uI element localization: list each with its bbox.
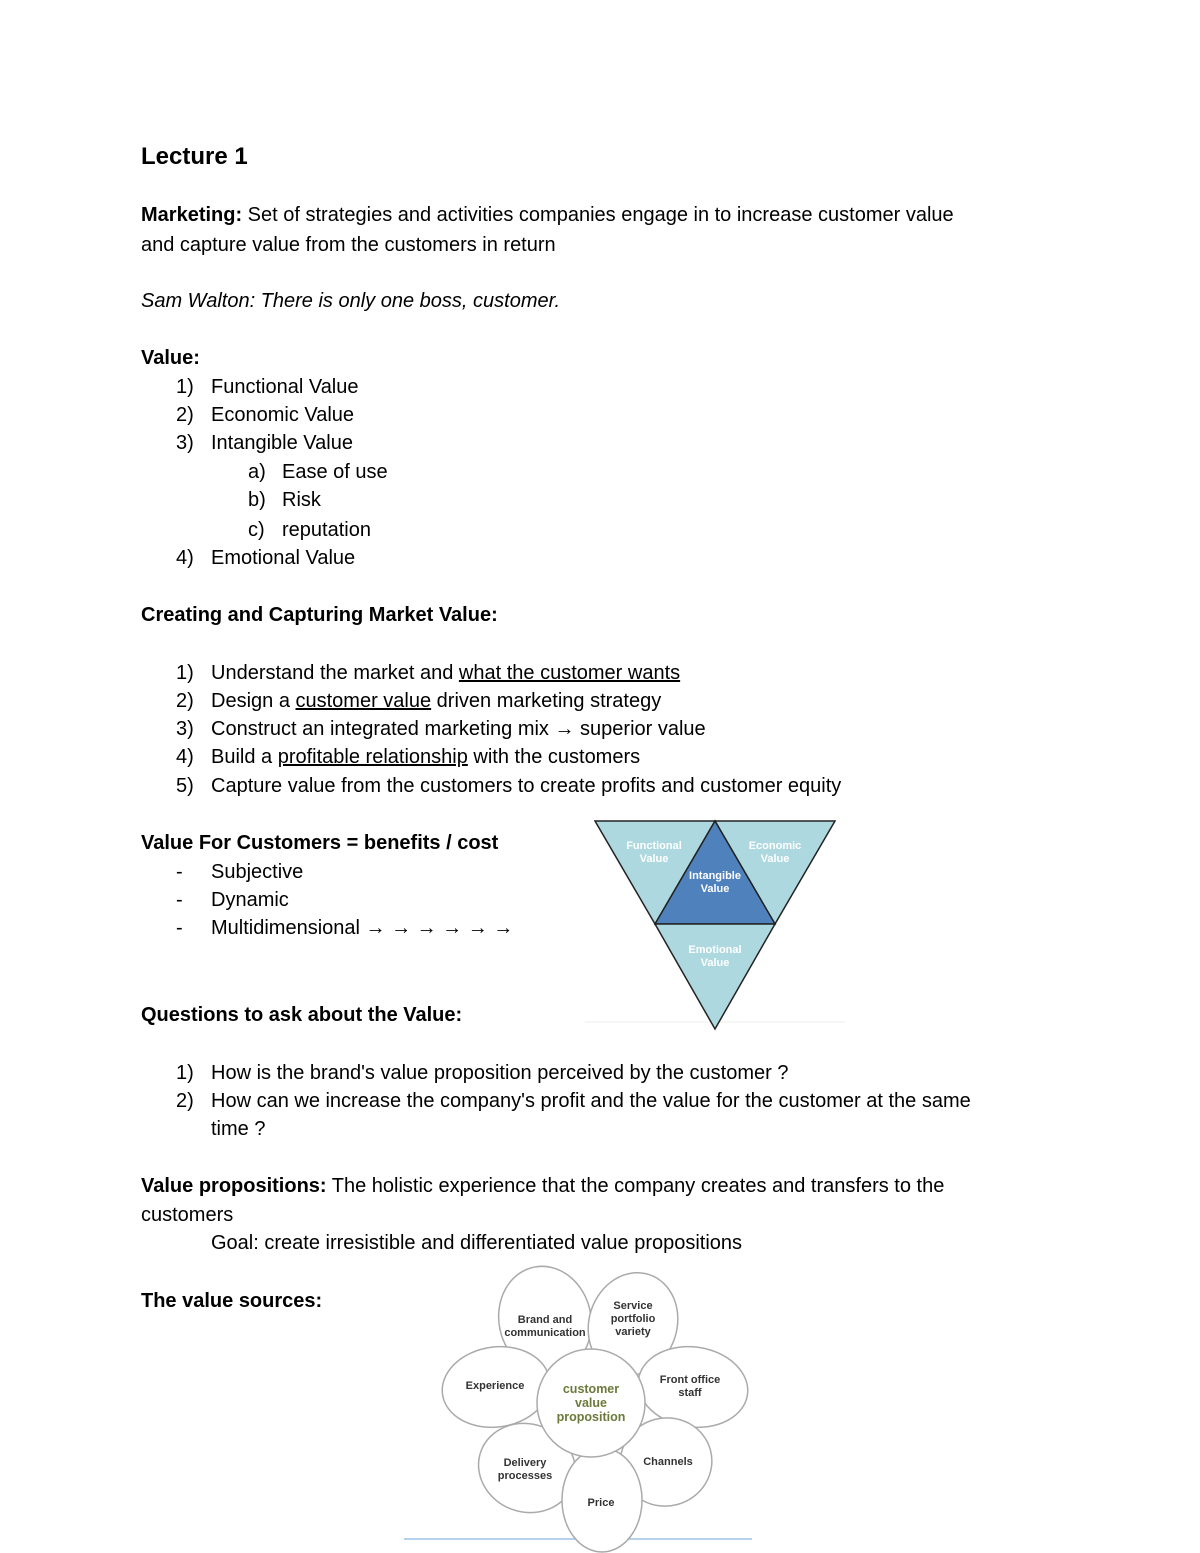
list-number: 1) (176, 662, 194, 684)
value-triangle-diagram (585, 812, 850, 1034)
list-item: Construct an integrated marketing mix → superior value (211, 718, 706, 740)
list-number: 4) (176, 746, 194, 768)
channels-label: Channels (643, 1456, 693, 1468)
list-item: Economic Value (211, 404, 355, 426)
goal-text: Goal: create irresistible and differentiated value propositions (211, 1232, 743, 1254)
value-propositions-line-2: customers (141, 1204, 234, 1226)
front-office-label: Front office (659, 1374, 721, 1386)
list-item-continuation: time ? (211, 1118, 266, 1140)
bullet: - (176, 917, 183, 939)
creating-heading: Creating and Capturing Market Value: (141, 604, 498, 626)
value-for-customers-heading: Value For Customers = benefits / cost (141, 832, 499, 854)
marketing-definition-line-1 (141, 204, 954, 227)
intangible-label: Value (700, 883, 730, 895)
price-label: Price (587, 1497, 615, 1509)
sub-list-item: Risk (282, 489, 321, 511)
marketing-definition-line-2: and capture value from the customers in return (141, 234, 556, 256)
front-office-label: staff (678, 1387, 702, 1399)
list-number: 5) (176, 775, 194, 797)
center-label: value (575, 1396, 607, 1410)
center-label: proposition (556, 1410, 626, 1424)
underlined-text: what the customer wants (458, 662, 681, 684)
text: driven marketing strategy (431, 690, 662, 712)
list-number: 1) (176, 1062, 194, 1084)
text: Design a (211, 690, 296, 712)
brand-label: communication (504, 1327, 586, 1339)
functional-label: Functional (626, 840, 682, 852)
center-label: customer (562, 1382, 620, 1396)
marketing-text: Set of strategies and activities companies engage in to increase customer value (242, 204, 954, 226)
sam-walton-quote: Sam Walton: There is only one boss, customer. (141, 290, 561, 312)
list-item: Emotional Value (211, 547, 356, 569)
text: Build a (211, 746, 278, 768)
experience-label: Experience (465, 1380, 525, 1392)
list-item: Intangible Value (211, 432, 353, 454)
delivery-label: Delivery (503, 1457, 547, 1469)
intangible-label: Intangible (689, 870, 741, 882)
emotional-label: Value (700, 957, 730, 969)
list-item: How is the brand's value proposition perceived by the customer ? (211, 1062, 789, 1084)
value-propositions-text: The holistic experience that the company creates and transfers to the (326, 1175, 945, 1197)
service-label: variety (615, 1326, 651, 1338)
questions-heading: Questions to ask about the Value: (141, 1004, 463, 1026)
brand-label: Brand and (517, 1314, 573, 1326)
value-propositions-label: Value propositions: (141, 1175, 327, 1197)
bullet: - (176, 861, 183, 883)
list-number: 4) (176, 547, 194, 569)
delivery-label: processes (497, 1470, 553, 1482)
value-sources-heading: The value sources: (141, 1290, 323, 1312)
list-number: 2) (176, 1090, 194, 1112)
list-item: Multidimensional → → → → → → (211, 917, 514, 939)
list-number: 3) (176, 432, 194, 454)
sub-list-letter: a) (248, 461, 266, 483)
value-heading: Value: (141, 347, 200, 369)
emotional-label: Emotional (688, 944, 742, 956)
economic-label: Economic (748, 840, 802, 852)
sub-list-item: Ease of use (282, 461, 388, 483)
service-label: Service (613, 1300, 653, 1312)
bullet: - (176, 889, 183, 911)
list-item: Functional Value (211, 376, 359, 398)
list-item: Dynamic (211, 889, 289, 911)
underlined-text: customer value (295, 690, 432, 712)
marketing-label: Marketing: (141, 204, 243, 226)
list-number: 2) (176, 690, 194, 712)
text: Understand the market and (211, 662, 459, 684)
underlined-text: profitable relationship (277, 746, 468, 768)
sub-list-letter: c) (248, 519, 265, 541)
list-item: Capture value from the customers to create profits and customer equity (211, 775, 842, 797)
value-propositions-line-1 (141, 1175, 944, 1198)
functional-label: Value (639, 853, 669, 865)
list-number: 3) (176, 718, 194, 740)
value-sources-flower-diagram (400, 1262, 760, 1553)
list-item (211, 690, 661, 713)
text: with the customers (467, 746, 641, 768)
list-number: 2) (176, 404, 194, 426)
list-item: How can we increase the company's profit and the value for the customer at the same (211, 1090, 971, 1112)
list-item (211, 662, 680, 685)
service-label: portfolio (610, 1313, 656, 1325)
page-title: Lecture 1 (141, 143, 248, 170)
list-item (211, 746, 640, 769)
sub-list-item: reputation (282, 519, 371, 541)
list-number: 1) (176, 376, 194, 398)
list-item: Subjective (211, 861, 304, 883)
sub-list-letter: b) (248, 489, 266, 511)
economic-label: Value (760, 853, 790, 865)
